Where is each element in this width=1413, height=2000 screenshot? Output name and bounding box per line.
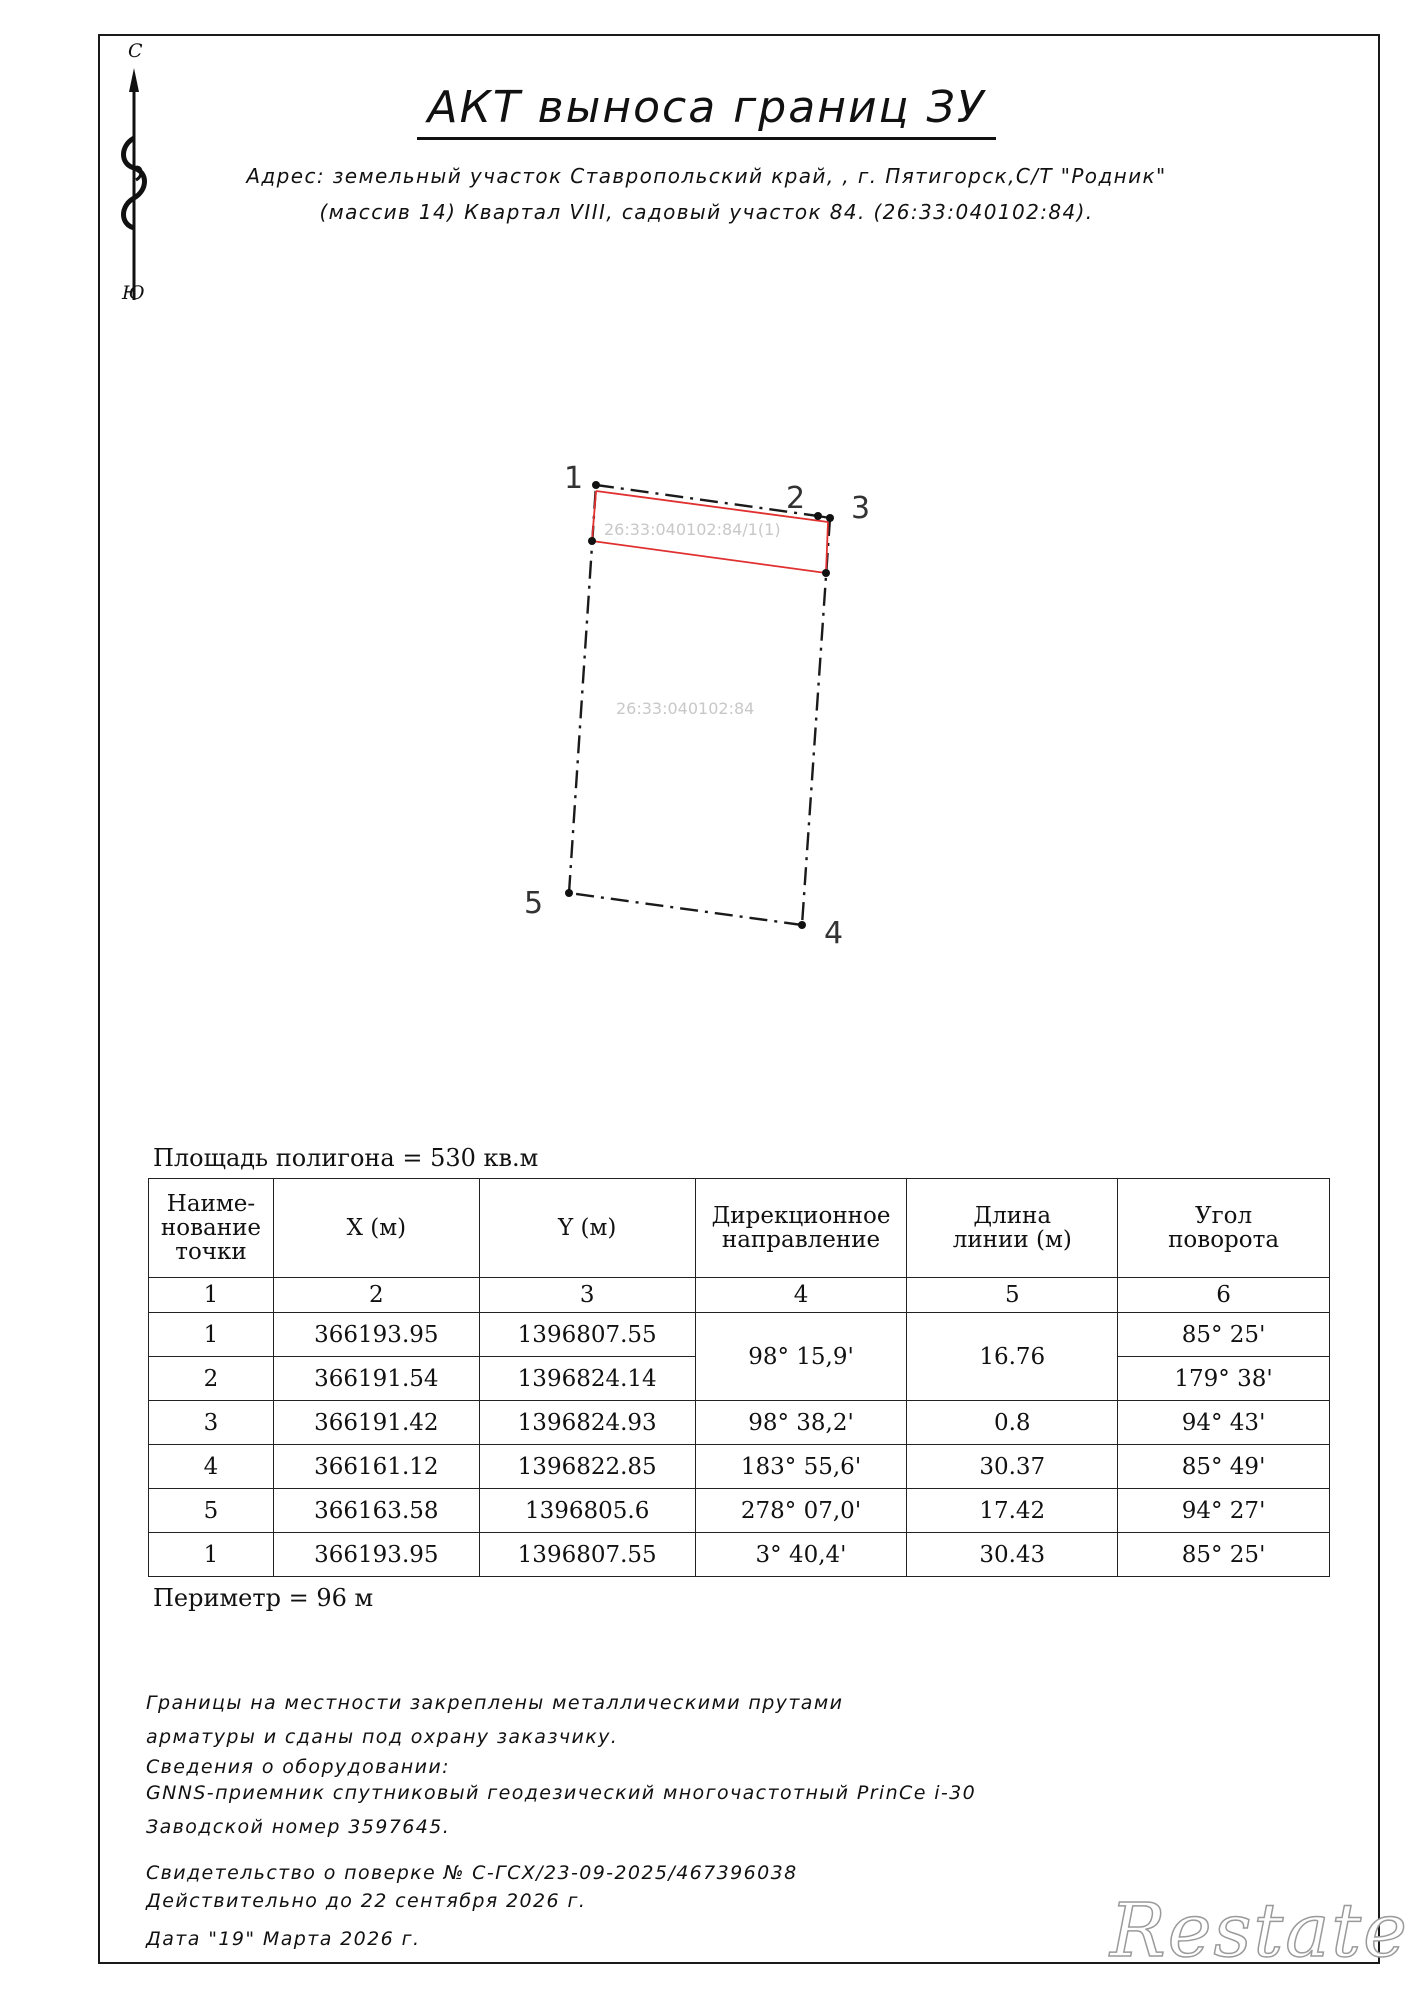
point-x: 366193.95 [273,1533,479,1577]
coordinates-table [148,1178,1330,1577]
south-label: Ю [122,282,145,304]
point-angle: 85° 25' [1118,1313,1330,1357]
point-y: 1396822.85 [479,1445,695,1489]
table-row [149,1401,1330,1445]
point-label-2: 2 [786,481,806,516]
address-line-1: Адрес: земельный участок Ставропольский край, , г. Пятигорск,С/Т "Родник" [246,164,1167,188]
column-number: 3 [479,1278,695,1313]
subparcel-corner-marker [822,569,830,577]
segment-direction: 183° 55,6' [695,1445,907,1489]
point-x: 366191.42 [273,1401,479,1445]
north-label: С [128,40,143,62]
header-x: X (м) [273,1179,479,1278]
boundary-segment-4-5 [569,893,802,925]
point-name: 1 [149,1533,274,1577]
point-label-3: 3 [851,491,871,526]
note-line-7: Действительно до 22 сентября 2026 г. [146,1890,587,1912]
point-y: 1396805.6 [479,1489,695,1533]
address-line-2: (массив 14) Квартал VIII, садовый участок 84. (26:33:040102:84). [319,200,1094,224]
boundary-segment-1-2 [596,485,818,516]
point-name: 3 [149,1401,274,1445]
point-2-marker [814,512,822,520]
note-line-6: Свидетельство о поверке № С-ГСХ/23-09-2025/467396038 [146,1862,798,1884]
point-x: 366163.58 [273,1489,479,1533]
segment-direction: 98° 15,9' [695,1313,907,1401]
header-length: Длина линии (м) [907,1179,1118,1278]
header-point-name: Наиме- нование точки [149,1179,274,1278]
subparcel-corner-marker [588,537,596,545]
point-x: 366191.54 [273,1357,479,1401]
point-1-marker [592,481,600,489]
parcel-cadastral-label: 26:33:040102:84 [616,699,755,718]
segment-direction: 3° 40,4' [695,1533,907,1577]
point-angle: 94° 43' [1118,1401,1330,1445]
segment-length: 17.42 [907,1489,1118,1533]
watermark-logo: Restate [1110,1888,1409,1974]
header-y: Y (м) [479,1179,695,1278]
point-x: 366193.95 [273,1313,479,1357]
document-title: АКТ выноса границ ЗУ [0,82,1413,133]
point-y: 1396824.93 [479,1401,695,1445]
point-name: 5 [149,1489,274,1533]
point-angle: 85° 49' [1118,1445,1330,1489]
note-line-4: GNNS-приемник спутниковый геодезический многочастотный PrinCe i-30 [146,1782,977,1804]
boundary-segment-5-1 [569,485,596,893]
point-y: 1396824.14 [479,1357,695,1401]
header-direction: Дирекционное направление [695,1179,907,1278]
point-name: 2 [149,1357,274,1401]
note-line-2: арматуры и сданы под охрану заказчику. [146,1726,619,1748]
note-line-5: Заводской номер 3597645. [146,1816,451,1838]
table-header-row [149,1179,1330,1278]
column-number: 6 [1118,1278,1330,1313]
segment-length: 30.37 [907,1445,1118,1489]
column-number: 2 [273,1278,479,1313]
point-angle: 85° 25' [1118,1533,1330,1577]
note-line-8: Дата "19" Марта 2026 г. [146,1928,421,1950]
point-y: 1396807.55 [479,1313,695,1357]
perimeter: Периметр = 96 м [153,1584,374,1612]
point-x: 366161.12 [273,1445,479,1489]
point-3-marker [826,514,834,522]
point-angle: 179° 38' [1118,1357,1330,1401]
point-name: 4 [149,1445,274,1489]
point-name: 1 [149,1313,274,1357]
header-angle: Угол поворота [1118,1179,1330,1278]
point-label-5: 5 [524,886,544,921]
subparcel-line-bottom [592,541,826,573]
column-number-row [149,1278,1330,1313]
note-line-3: Сведения о оборудовании: [146,1756,450,1778]
point-5-marker [565,889,573,897]
polygon-area: Площадь полигона = 530 кв.м [153,1144,539,1172]
table-row [149,1533,1330,1577]
segment-direction: 278° 07,0' [695,1489,907,1533]
point-y: 1396807.55 [479,1533,695,1577]
segment-length: 30.43 [907,1533,1118,1577]
table-row [149,1445,1330,1489]
segment-length: 0.8 [907,1401,1118,1445]
segment-direction: 98° 38,2' [695,1401,907,1445]
boundary-segment-3-4 [802,518,830,925]
note-line-1: Границы на местности закреплены металлическими прутами [146,1692,844,1714]
table-row [149,1313,1330,1357]
column-number: 4 [695,1278,907,1313]
column-number: 1 [149,1278,274,1313]
point-label-4: 4 [824,916,844,951]
subparcel-cadastral-label: 26:33:040102:84/1(1) [604,520,781,539]
point-angle: 94° 27' [1118,1489,1330,1533]
segment-length: 16.76 [907,1313,1118,1401]
point-label-1: 1 [564,461,584,496]
table-row [149,1489,1330,1533]
point-4-marker [798,921,806,929]
column-number: 5 [907,1278,1118,1313]
